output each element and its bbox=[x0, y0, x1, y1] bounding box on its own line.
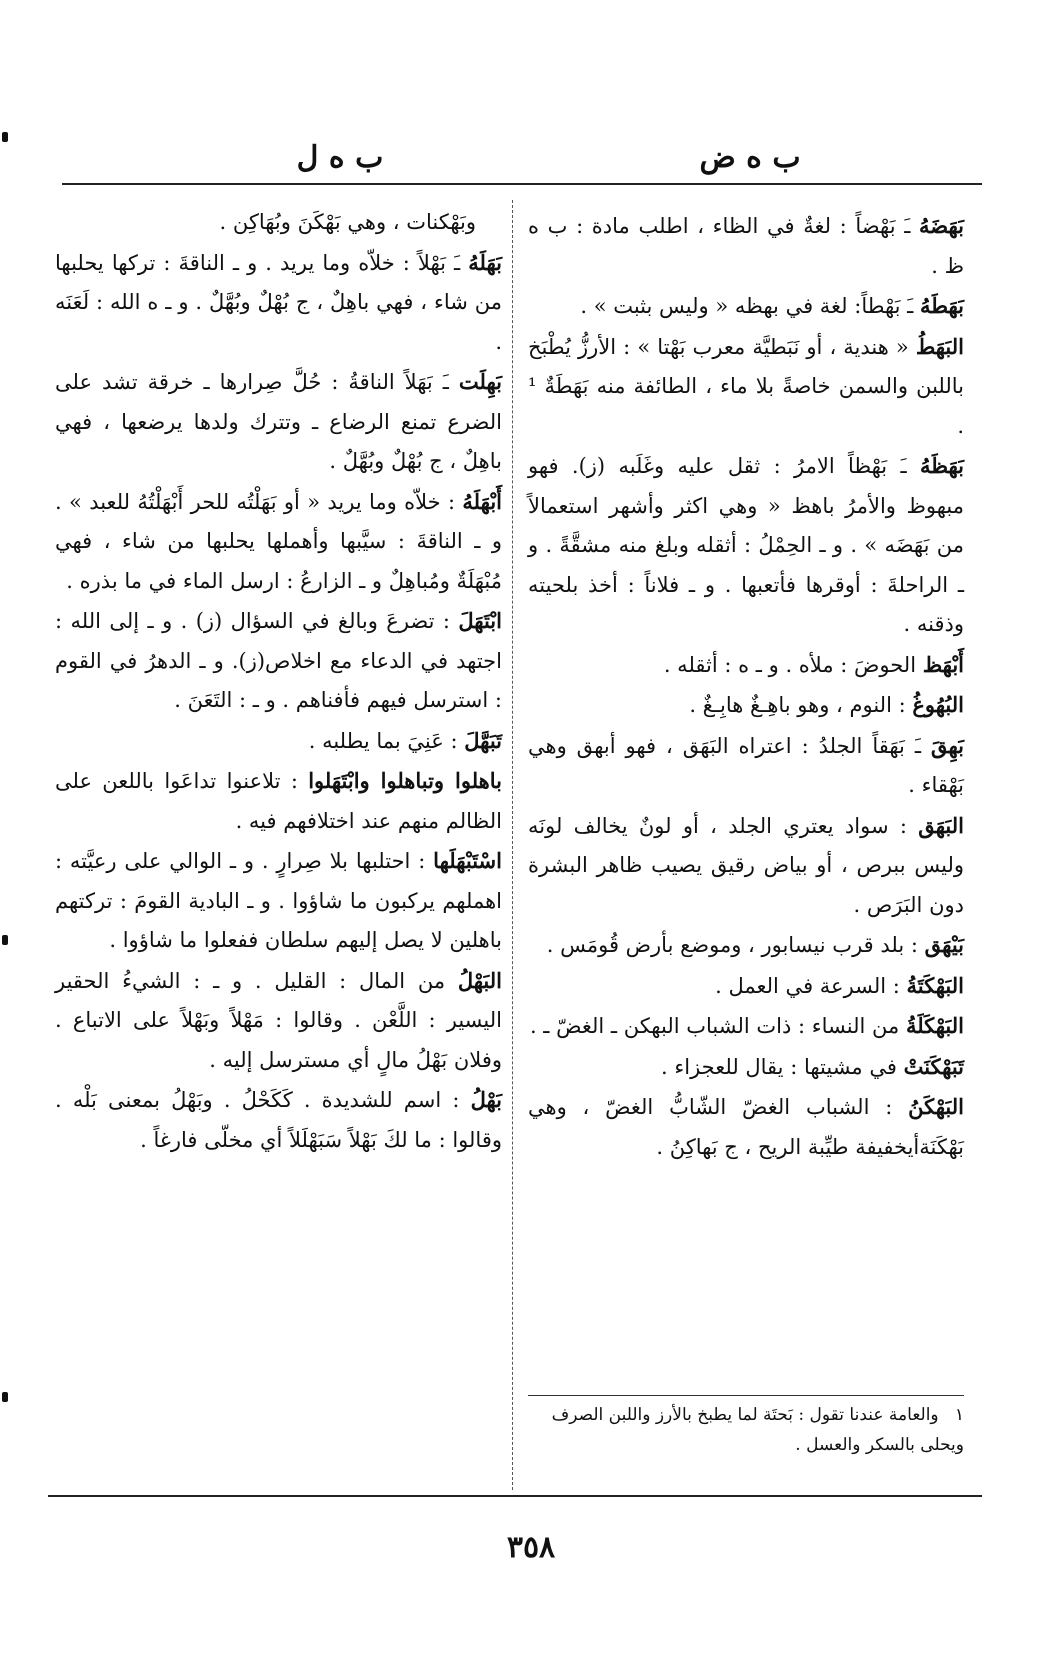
bottom-rule bbox=[48, 1495, 982, 1497]
dictionary-entry bbox=[528, 206, 964, 286]
scan-edge-mark bbox=[2, 935, 8, 945]
entry-headword: بَهِلَت bbox=[458, 369, 502, 394]
footnote-text: والعامة عندنا تقول : بَحتَة لما يطبخ بالأرز واللبن الصرف ويحلى بالسكر والعسل . bbox=[551, 1405, 964, 1455]
entry-definition: من النساء : ذات الشباب البهكن ـ الغضّ ـ . bbox=[529, 1014, 906, 1038]
dictionary-entry bbox=[55, 961, 502, 1081]
entry-headword: تَبَهَّلَ bbox=[464, 727, 502, 753]
dictionary-entry bbox=[55, 362, 502, 482]
entry-definition: : تلاعنوا تداعَوا باللعن على الظالم منهم عند اختلافهم فيه . bbox=[55, 769, 502, 833]
entry-headword: باهلوا وتباهلوا وابْتَهَلوا bbox=[308, 768, 502, 793]
root-header-right: ب ه ض bbox=[699, 140, 801, 175]
entry-definition: : احتلبها بلا صِرارٍ . و ـ الوالي على رعيَّته : اهملهم يركبون ما شاؤوا . و ـ البادية القومَ : تركتهم باهلين لا يصل إليهم سلطان ففعلوا ما شاؤوا . bbox=[55, 849, 502, 952]
dictionary-entry bbox=[528, 327, 964, 447]
scan-edge-mark bbox=[2, 132, 8, 142]
dictionary-entry bbox=[528, 685, 964, 726]
column-divider bbox=[512, 200, 513, 1490]
entry-definition: « هندية ، أو نَبَطيَّة معرب بَهْتا » : الأرزُّ يُطْبَخ باللبن والسمن خاصةً بلا ماء ، الطائفة منه بَهَطَةٌ ¹ . bbox=[528, 334, 964, 438]
entry-definition: ـَ بَهْضاً : لغةٌ في الظاء ، اطلب مادة : ب ه ظ . bbox=[528, 214, 964, 278]
dictionary-entry bbox=[55, 482, 502, 602]
dictionary-entry bbox=[55, 203, 502, 243]
entry-definition: : تضرعَ وبالغ في السؤال (ز) . و ـ إلى الله : اجتهد في الدعاء مع اخلاص(ز). و ـ الدهرُ في القوم : استرسل فيهم فأفناهم . و ـ : التَعَنَ . bbox=[55, 609, 502, 712]
dictionary-entry bbox=[528, 1047, 964, 1088]
dictionary-entry bbox=[528, 1087, 964, 1167]
entry-headword: البَهْلُ bbox=[457, 967, 502, 993]
dictionary-entry bbox=[528, 966, 964, 1007]
dictionary-entry bbox=[55, 761, 502, 841]
right-column bbox=[528, 206, 964, 1167]
entry-definition: : سواد يعتري الجلد ، أو لونٌ يخالف لونَه وليس ببرص ، أو بياض رقيق يصيب ظاهر البشرة دون البَرَص . bbox=[528, 813, 964, 917]
dictionary-entry bbox=[528, 806, 964, 926]
entry-headword: بَهْلُ bbox=[470, 1087, 502, 1112]
dictionary-entry bbox=[55, 1080, 502, 1160]
entry-headword: أَبْهَظ bbox=[922, 651, 964, 677]
page-number: ٣٥٨ bbox=[506, 1530, 556, 1565]
entry-headword: بَيْهَق bbox=[924, 932, 964, 957]
dictionary-entry bbox=[55, 601, 502, 721]
dictionary-entry bbox=[528, 286, 964, 327]
footnote-number: ١ bbox=[954, 1405, 964, 1425]
entry-definition: ـَ بَهْطاً: لغة في بهظه « وليس بثبت » . bbox=[580, 294, 920, 318]
entry-definition: ـَ بَهَلاً الناقةُ : حُلَّ صِرارها ـ خرقة تشد على الضرع تمنع الرضاع ـ وتترك ولدها يرضعها ، فهي باهِلٌ ، ج بُهْلٌ وبُهَّلٌ . bbox=[55, 370, 502, 473]
root-header-left: ب ه ل bbox=[296, 140, 384, 175]
scan-edge-mark bbox=[2, 1392, 8, 1402]
entry-headword: بَهَلَهُ bbox=[468, 249, 502, 275]
entry-headword: اسْتَبْهَلَها bbox=[433, 848, 502, 873]
left-column bbox=[55, 203, 502, 1160]
entry-headword: بَهِقَ bbox=[930, 732, 964, 758]
entry-definition: في مشيتها : يقال للعجزاء . bbox=[661, 1054, 904, 1079]
entry-headword: البَهَطُ bbox=[915, 333, 964, 359]
entry-definition: ـَ بَهَقاً الجلدُ : اعتراه البَهَق ، فهو أبهق وهي بَهْقاء . bbox=[528, 733, 964, 797]
entry-definition: ـَ بَهْلاً : خلاّه وما يريد . و ـ الناقةَ : تركها يحلبها من شاء ، فهي باهِلٌ ، ج بُهْلٌ وبُهَّلٌ . و ـ ه الله : لَعَنَه . bbox=[55, 250, 502, 354]
entry-definition: الحوضَ : ملأه . و ـ ه : أثقله . bbox=[663, 652, 923, 677]
entry-headword: بَهَطَهُ bbox=[919, 293, 964, 318]
entry-headword: البَهَق bbox=[918, 812, 964, 838]
footnote-rule bbox=[528, 1395, 964, 1396]
entry-definition: : عَنِيَ بما يطلبه . bbox=[308, 728, 465, 753]
entry-headword: تَبَهْكَنَتْ bbox=[903, 1053, 964, 1079]
entry-headword: البُهُوغُ bbox=[912, 692, 964, 717]
entry-definition: : اسم للشديدة . كَكَحْلُ . وبَهْلُ بمعنى بَلْه . وقالوا : ما لكَ بَهْلاً سَبَهْلَلاً أي مخلّى فارغاً . bbox=[55, 1088, 502, 1152]
entry-definition: وبَهْكنات ، وهي بَهْكَنَ وبُهَاكِن . bbox=[219, 210, 476, 234]
entry-definition: : النوم ، وهو باهِـغٌ هابِـغٌ . bbox=[689, 693, 913, 717]
top-rule bbox=[62, 183, 982, 185]
entry-headword: أَبْهَلَهُ bbox=[462, 488, 502, 514]
footnote bbox=[528, 1400, 964, 1460]
entry-headword: بَهَضَهُ bbox=[919, 213, 964, 238]
dictionary-entry bbox=[528, 925, 964, 966]
entry-definition: : بلد قرب نيسابور ، وموضع بأرض قُومَس . bbox=[546, 933, 925, 957]
entry-headword: بَهَظَهُ bbox=[919, 453, 964, 478]
entry-definition: : السرعة في العمل . bbox=[715, 973, 907, 998]
dictionary-entry bbox=[55, 841, 502, 961]
dictionary-entry bbox=[528, 446, 964, 645]
dictionary-entry bbox=[528, 645, 964, 686]
entry-headword: البَهْكَتَةُ bbox=[906, 972, 964, 998]
entry-headword: ابْتَهَلَ bbox=[458, 608, 502, 633]
entry-definition: من المال : القليل . و ـ : الشيءُ الحقير اليسير : اللَّعْن . وقالوا : مَهْلاً وبَهْلاً على الاتباع . وفلان بَهْلُ مالٍ أي مسترسل إليه . bbox=[55, 968, 502, 1072]
entry-definition: ـَ بَهْظاً الامرُ : ثقل عليه وغَلَبه (ز). فهو مبهوظ والأمرُ باهظ « وهي اكثر وأشهر استعمالاً من بَهَضَه » . و ـ الحِمْلُ : أثقله وبلغ منه مشقَّةً . و ـ الراحلةَ : أوقرها فأتعبها . و ـ فلاناً : أخذ بلحيته وذقنه . bbox=[528, 454, 964, 636]
dictionary-entry bbox=[528, 726, 964, 806]
dictionary-entry bbox=[528, 1006, 964, 1047]
entry-headword: البَهْكَلَةُ bbox=[905, 1013, 964, 1038]
entry-definition: : خلاّه وما يريد « أو بَهَلْتُه للحر أَبْهَلْتُهُ للعبد » . و ـ الناقةَ : سيَّبها وأهملها يحلبها من شاء ، فهي مُبْهَلَةٌ ومُباهِلٌ و ـ الزارعُ : ارسل الماء في ما بذره . bbox=[55, 489, 502, 593]
dictionary-entry bbox=[55, 243, 502, 363]
entry-headword: البَهْكَنُ bbox=[908, 1094, 964, 1119]
dictionary-entry bbox=[55, 721, 502, 762]
entry-definition: : الشباب الغضّ الشّابُّ الغضّ ، وهي بَهْكَنَةأيخفيفة طيِّبة الريح ، ج بَهاكِنُ . bbox=[528, 1095, 964, 1159]
